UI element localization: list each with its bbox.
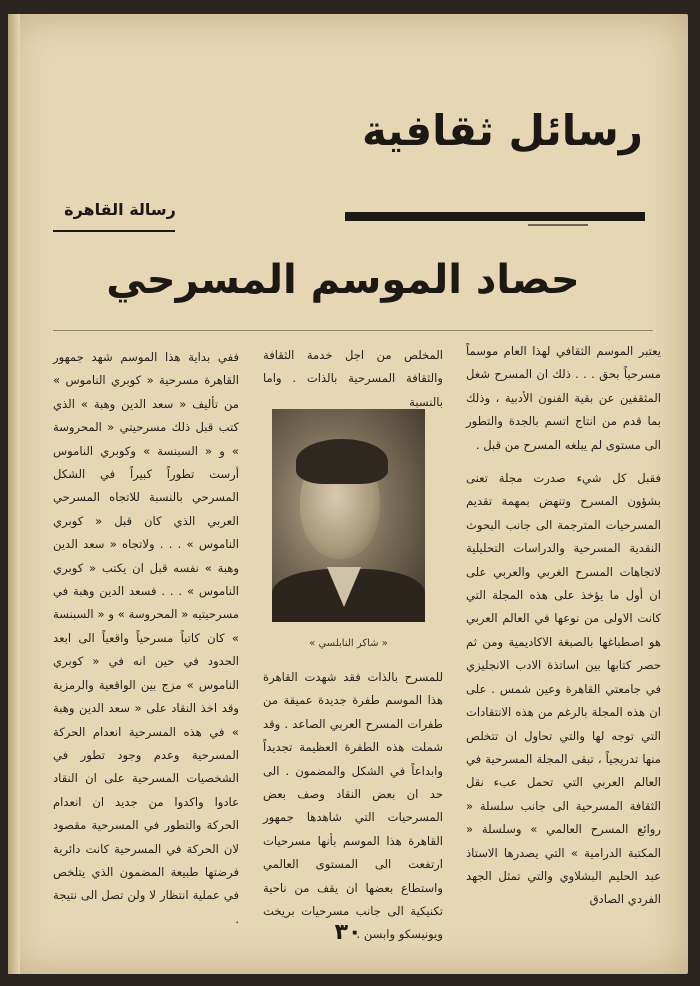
category-label: رسالة القاهرة [64, 200, 176, 219]
paragraph: للمسرح بالذات فقد شهدت القاهرة هذا الموسم طفرة جديدة عميقة من طفرات المسرح العربي الصاعد . وقد شملت هذه الطفرة العظيمة تجديداً وابداعاً في الشكل والمضمون . الى حد ان بعض النقاد وصف بعض المسرحيات التي شاهدها جمهور القاهرة هذا الموسم بأنها مسرحيات ارتفعت الى المستوى العالمي واستطاع بعضها ان يقف من ناحية تكنيكية الى جانب مسرحيات بريخت ويونيسكو وابسن . [263, 670, 443, 942]
column-right [466, 340, 661, 912]
title-rule [345, 212, 645, 221]
section-title: رسائل ثقافية [361, 106, 643, 155]
headline-rule [53, 330, 653, 331]
paragraph: فقبل كل شيء صدرت مجلة تعنى بشؤون المسرح وتنهض بمهمة تقديم المسرحيات المترجمة الى جانب البحوث النقدية المسرحية والدراسات التحليلية لاتجاهات المسرح الغربي والعربي على ان أول ما يؤخذ على هذه المجلة التي كانت الاولى من نوعها في العالم العربي هو اصطباغها بالصبغة الاكاديمية ومن ثم حصر كتابها بين اساتذة الادب الانجليزي في جامعتي القاهرة وعين شمس . على ان هذه المجلة بالرغم من هذه الانتقادات التي توجه لها والتي تحاول ان تتخلص منها تدريجياً ، تبقى المجلة المسرحية في العالم العربي التي تحمل عبء نقل الثقافة المسرحية الى جانب سلسلة « روائع المسرح العالمي » وسلسلة « المكتبة الدرامية » التي يصدرها الاستاذ عبد الحليم البشلاوي والتي تمثل الجهد الفردي الصادق [466, 471, 661, 907]
column-left [53, 346, 239, 931]
page-number: ٣٠ [334, 920, 362, 945]
column-middle-bottom [263, 666, 443, 947]
paragraph: المخلص من اجل خدمة الثقافة والثقافة المسرحية بالذات . واما بالنسبة [263, 348, 443, 409]
author-photo [272, 409, 425, 622]
paragraph: يعتبر الموسم الثقافي لهذا العام موسماً مسرحياً بحق . . . ذلك ان المسرح شغل المثقفين عن بقية الفنون الأدبية ، وذلك بما قدم من انتاج اتسم بالجدة والتطور الى مستوى لم يبلغه المسرح من قبل . [466, 344, 661, 452]
page-spine [8, 14, 20, 974]
article-headline: حصاد الموسم المسرحي [106, 257, 580, 303]
title-rule-accent [528, 224, 588, 226]
photo-hair [296, 439, 388, 484]
magazine-page [8, 14, 688, 974]
category-rule [53, 230, 175, 232]
column-middle-top [263, 344, 443, 414]
photo-caption: « شاكر النابلسي » [309, 638, 388, 649]
paragraph: ففي بداية هذا الموسم شهد جمهور القاهرة مسرحية « كوبري الناموس » من تأليف « سعد الدين وهبة » الذي كتب قبل ذلك مسرحيتي « المحروسة » و « السبنسة » وكوبري الناموس أرست تطوراً كبيراً في الشكل المسرحي بالنسبة للاتجاه المسرحي العربي الذي كان قبل « كوبري الناموس » . . . ولاتجاه « سعد الدين وهبة » نفسه قبل ان يكتب « كوبري الناموس » . . . فسعد الدين وهبة في مسرحيتيه « المحروسة » و « السبنسة » كان كاتباً مسرحياً واقعياً الى ابعد الحدود في حين انه في « كوبري الناموس » مزج بين الواقعية والرمزية وقد اخذ النقاد على « سعد الدين وهبة » في هذه المسرحية انعدام الحركة المسرحية وعدم وجود تطور في الشخصيات المسرحية على ان النقاد عادوا واكدوا من جديد ان انعدام الحركة والتطور في المسرحية مقصود لان الحركة في المسرحية كانت دائرية فرضتها طبيعة المضمون الذي يتلخص في عملية انتظار لا ولن تصل الى نتيجة . [53, 350, 239, 926]
